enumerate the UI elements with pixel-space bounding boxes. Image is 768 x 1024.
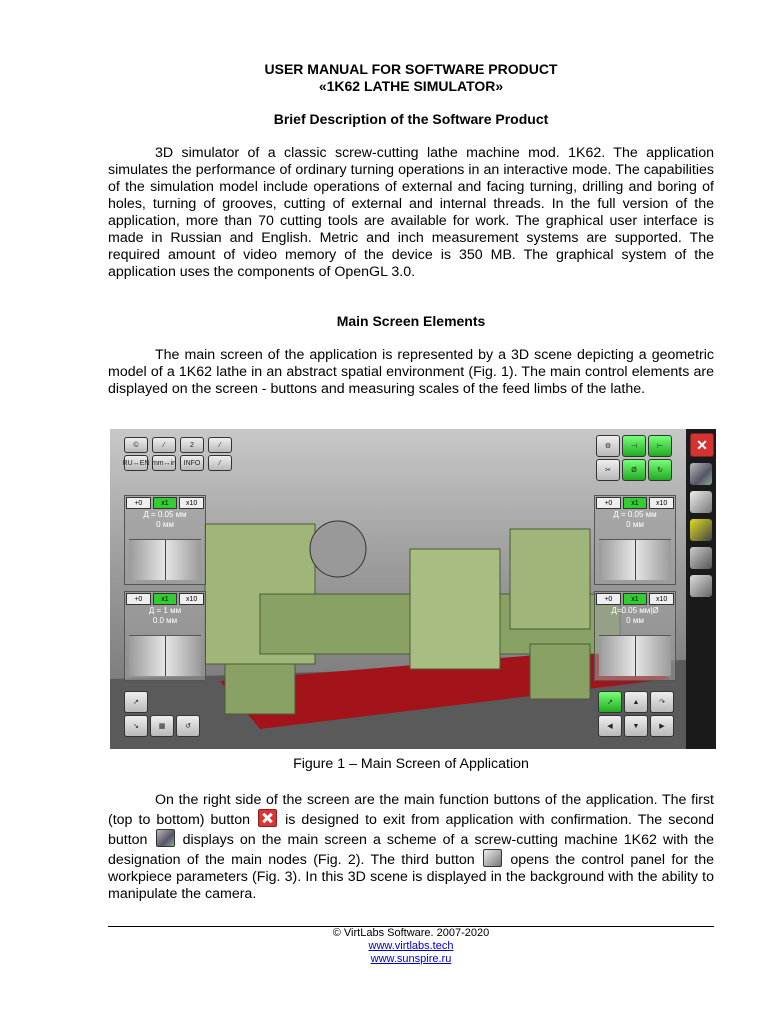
stop-button[interactable]: Ø bbox=[622, 459, 646, 481]
scale-x1[interactable]: x1 bbox=[623, 497, 648, 509]
arrow-up-icon[interactable]: ▲ bbox=[624, 691, 648, 713]
leg-right bbox=[530, 644, 590, 699]
chuck-button[interactable]: ⊣ bbox=[622, 435, 646, 457]
paragraph-buttons-part2: is designed to exit from application with confirmation. The second button bbox=[108, 812, 714, 848]
paragraph-buttons bbox=[108, 792, 714, 903]
paragraph-main-screen bbox=[108, 347, 714, 398]
feed-curve-button[interactable]: ↗ bbox=[124, 691, 148, 713]
paragraph-buttons-part1: On the right side of the screen are the main function buttons of the application. The first (top to bottom) button bbox=[108, 792, 714, 828]
scale-x1[interactable]: x1 bbox=[153, 593, 178, 605]
scale-reset[interactable]: +0 bbox=[596, 593, 621, 605]
tailstock bbox=[510, 529, 590, 629]
reset-button[interactable]: ↺ bbox=[176, 715, 200, 737]
scale-dial[interactable] bbox=[599, 539, 671, 580]
scale-step: Д=0.05 мм|Ø bbox=[611, 606, 659, 615]
scale-dial[interactable] bbox=[599, 635, 671, 676]
tool-button[interactable]: ⁄ bbox=[152, 437, 176, 453]
footer-link-virtlabs[interactable]: www.virtlabs.tech bbox=[368, 940, 454, 952]
measure-button[interactable]: ⁄ bbox=[208, 437, 232, 453]
scale-value: 0.0 мм bbox=[152, 616, 178, 625]
function-sidebar bbox=[686, 429, 716, 749]
scale-reset[interactable]: +0 bbox=[596, 497, 621, 509]
scale-dial[interactable] bbox=[129, 539, 201, 580]
scale-x1[interactable]: x1 bbox=[623, 593, 648, 605]
paragraph-brief-text: 3D simulator of a classic screw-cutting lathe machine mod. 1K62. The application simulates the performance of ordinary turning operations in an interactive mode. The capabilities of the simulation model include operations of external and facing turning, drilling and boring of holes, turning of grooves, cutting of external and internal threads. In the full version of the application, more than 70 cutting tools are available for work. The graphical user interface is made in Russian and English. Metric and inch measurement systems are supported. The required amount of video memory of the device is 350 MB. The graphical system of the application uses the components of OpenGL 3.0. bbox=[108, 145, 714, 280]
scale-reset[interactable]: +0 bbox=[126, 593, 151, 605]
lock-button[interactable]: ↻ bbox=[648, 459, 672, 481]
units-toggle-button[interactable]: mm↔in bbox=[152, 455, 176, 471]
paragraph-buttons-part4: opens the control panel for the workpiece parameters (Fig. 3). In this 3D scene is displayed in the background with the ability to manipulate the camera. bbox=[108, 852, 714, 902]
scale-value: 0 мм bbox=[626, 520, 644, 529]
arrow-left-icon[interactable]: ◀ bbox=[598, 715, 622, 737]
figure-main-screen bbox=[110, 429, 716, 749]
tailstock-button[interactable]: ⊢ bbox=[648, 435, 672, 457]
figure-caption: Figure 1 – Main Screen of Application bbox=[293, 756, 529, 772]
feed-limb-scale-1[interactable] bbox=[124, 495, 206, 585]
scale-x10[interactable]: x10 bbox=[649, 593, 674, 605]
close-icon bbox=[258, 809, 277, 827]
ruler-button[interactable]: ⁄ bbox=[208, 455, 232, 471]
scale-x10[interactable]: x10 bbox=[179, 593, 204, 605]
leg-left bbox=[225, 664, 295, 714]
lathe-scheme-button[interactable] bbox=[690, 463, 712, 485]
measure-tool-button[interactable] bbox=[690, 575, 712, 597]
arrow-down-icon[interactable]: ▼ bbox=[624, 715, 648, 737]
tools-button[interactable] bbox=[690, 519, 712, 541]
feed-limb-scale-3[interactable] bbox=[594, 495, 676, 585]
document-title-line1: USER MANUAL FOR SOFTWARE PRODUCT bbox=[264, 61, 558, 77]
workpiece-button[interactable] bbox=[690, 491, 712, 513]
paragraph-main-screen-text: The main screen of the application is represented by a 3D scene depicting a geometric model of a 1K62 lathe in an abstract spatial environment (Fig. 1). The main control elements are displayed on the screen - buttons and measuring scales of the feed limbs of the lathe. bbox=[108, 347, 714, 397]
feed-toggle-button[interactable]: ↗ bbox=[598, 691, 622, 713]
exit-button[interactable]: ✕ bbox=[690, 433, 714, 457]
spindle-button[interactable]: ⚙ bbox=[596, 435, 620, 457]
tool-change-button[interactable]: ✂ bbox=[596, 459, 620, 481]
carriage bbox=[410, 549, 500, 669]
footer-copyright: © VirtLabs Software. 2007-2020 bbox=[332, 927, 490, 939]
chuck bbox=[310, 521, 366, 577]
section-heading-main-screen: Main Screen Elements bbox=[336, 313, 486, 329]
rotate-button[interactable]: ↷ bbox=[650, 691, 674, 713]
camera-count-button[interactable]: 2 bbox=[180, 437, 204, 453]
scale-step: Д = 1 мм bbox=[148, 606, 182, 615]
lathe-scheme-icon bbox=[156, 829, 175, 847]
workpiece-icon bbox=[483, 849, 502, 867]
copyright-button[interactable]: © bbox=[124, 437, 148, 453]
scale-reset[interactable]: +0 bbox=[126, 497, 151, 509]
cutter-button[interactable] bbox=[690, 547, 712, 569]
paragraph-buttons-part3: displays on the main screen a scheme of a screw-cutting machine 1K62 with the designation of the main nodes (Fig. 2). The third button bbox=[108, 832, 714, 868]
footer-link-sunspire[interactable]: www.sunspire.ru bbox=[370, 953, 452, 965]
language-toggle-button[interactable]: RU↔EN bbox=[124, 455, 148, 471]
scale-x10[interactable]: x10 bbox=[179, 497, 204, 509]
section-heading-brief: Brief Description of the Software Product bbox=[273, 111, 549, 127]
paragraph-brief bbox=[108, 145, 714, 281]
scale-step: Д = 0.05 мм bbox=[143, 510, 187, 519]
scale-value: 0 мм bbox=[156, 520, 174, 529]
scale-dial[interactable] bbox=[129, 635, 201, 676]
scale-step: Д = 0.05 мм bbox=[613, 510, 657, 519]
arrow-right-icon[interactable]: ▶ bbox=[650, 715, 674, 737]
grid-button[interactable]: ▦ bbox=[150, 715, 174, 737]
feed-limb-scale-4[interactable] bbox=[594, 591, 676, 681]
scale-x10[interactable]: x10 bbox=[649, 497, 674, 509]
document-title-line2: «1K62 LATHE SIMULATOR» bbox=[318, 78, 504, 94]
scale-x1[interactable]: x1 bbox=[153, 497, 178, 509]
info-button[interactable]: INFO bbox=[180, 455, 204, 471]
feed-path-button[interactable]: ↘ bbox=[124, 715, 148, 737]
scale-value: 0 мм bbox=[626, 616, 644, 625]
feed-limb-scale-2[interactable] bbox=[124, 591, 206, 681]
